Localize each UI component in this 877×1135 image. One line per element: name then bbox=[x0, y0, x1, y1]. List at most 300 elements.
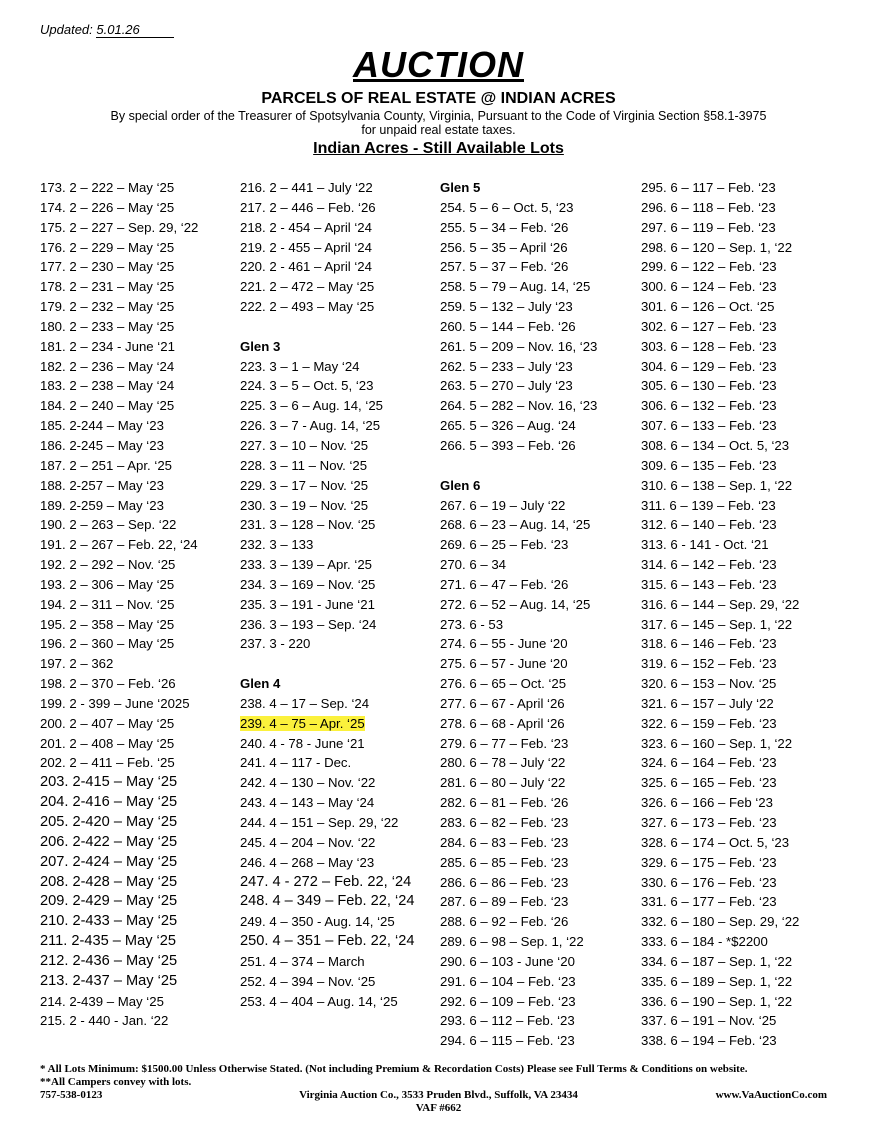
updated-stamp bbox=[40, 22, 174, 38]
lot-item bbox=[440, 853, 597, 873]
lot-item-text: 233. 3 – 139 – Apr. ‘25 bbox=[240, 557, 372, 573]
lot-item-text: 243. 4 – 143 – May ‘24 bbox=[240, 795, 375, 811]
lot-item bbox=[440, 496, 597, 516]
lot-item-text: 173. 2 – 222 – May ‘25 bbox=[40, 180, 175, 195]
lot-item bbox=[641, 357, 799, 377]
lot-item bbox=[641, 992, 799, 1012]
lot-item-text: 245. 4 – 204 – Nov. ‘22 bbox=[240, 834, 376, 850]
lot-item-text: 335. 6 – 189 – Sep. 1, ‘22 bbox=[641, 973, 793, 989]
lot-item-text: 268. 6 – 23 – Aug. 14, ‘25 bbox=[440, 517, 591, 533]
lot-item bbox=[40, 654, 198, 674]
lot-item-text: 190. 2 – 263 – Sep. ‘22 bbox=[40, 517, 177, 533]
lot-column-1 bbox=[40, 178, 198, 1031]
lot-item bbox=[440, 992, 597, 1012]
lot-item bbox=[641, 615, 799, 635]
lot-item bbox=[240, 793, 414, 813]
lot-item-text: 183. 2 – 238 – May ‘24 bbox=[40, 378, 175, 394]
lot-item-text: 256. 5 – 35 – April ‘26 bbox=[440, 239, 568, 255]
lot-item-text: 262. 5 – 233 – July ‘23 bbox=[440, 358, 573, 374]
lot-item bbox=[641, 912, 799, 932]
lot-item-text: 214. 2-439 – May ‘25 bbox=[40, 993, 164, 1009]
lot-item-text: 272. 6 – 52 – Aug. 14, ‘25 bbox=[440, 596, 591, 612]
lot-item bbox=[641, 952, 799, 972]
lot-item bbox=[240, 555, 414, 575]
lot-item bbox=[240, 535, 414, 555]
lot-item bbox=[40, 476, 198, 496]
spacer bbox=[440, 456, 597, 476]
lot-item bbox=[240, 932, 414, 952]
lot-item bbox=[40, 595, 198, 615]
lot-item-text: 215. 2 - 440 - Jan. ‘22 bbox=[40, 1013, 169, 1029]
lot-item-text: 337. 6 – 191 – Nov. ‘25 bbox=[641, 1013, 777, 1029]
lot-item-text: 225. 3 – 6 – Aug. 14, ‘25 bbox=[240, 398, 383, 414]
lot-item bbox=[440, 257, 597, 277]
lot-item bbox=[40, 773, 198, 793]
lot-item bbox=[440, 615, 597, 635]
lot-item bbox=[240, 734, 414, 754]
lot-item-text: 300. 6 – 124 – Feb. ‘23 bbox=[641, 279, 777, 295]
lot-item bbox=[240, 912, 414, 932]
lot-item bbox=[40, 535, 198, 555]
lot-item bbox=[240, 238, 414, 258]
lot-item-text: 208. 2-428 – May ‘25 bbox=[40, 873, 178, 890]
lot-item-text: 287. 6 – 89 – Feb. ‘23 bbox=[440, 894, 569, 910]
lot-item-text: 230. 3 – 19 – Nov. ‘25 bbox=[240, 497, 369, 513]
lot-item-text: 273. 6 - 53 bbox=[440, 616, 504, 632]
intro-line-2: for unpaid real estate taxes. bbox=[361, 123, 516, 137]
lot-item-text: 186. 2-245 – May ‘23 bbox=[40, 437, 164, 453]
lot-item bbox=[40, 714, 198, 734]
lot-item-text: 289. 6 – 98 – Sep. 1, ‘22 bbox=[440, 934, 584, 950]
lot-item-text: 324. 6 – 164 – Feb. ‘23 bbox=[641, 755, 777, 771]
lot-item-text: 265. 5 – 326 – Aug. ‘24 bbox=[440, 418, 576, 434]
spacer bbox=[240, 654, 414, 674]
lot-item-text: 209. 2-429 – May ‘25 bbox=[40, 893, 178, 910]
lot-item bbox=[240, 813, 414, 833]
lot-item bbox=[40, 992, 198, 1012]
lot-item bbox=[641, 198, 799, 218]
lot-item bbox=[40, 436, 198, 456]
lot-item bbox=[641, 396, 799, 416]
lot-column-3 bbox=[440, 178, 597, 1051]
lot-item-text: 222. 2 – 493 – May ‘25 bbox=[240, 299, 375, 315]
lot-item bbox=[240, 357, 414, 377]
lot-item-text: 277. 6 – 67 - April ‘26 bbox=[440, 695, 565, 711]
lot-item-text: 330. 6 – 176 – Feb. ‘23 bbox=[641, 874, 777, 890]
lot-item bbox=[440, 396, 597, 416]
glen-heading bbox=[240, 674, 414, 694]
lot-item bbox=[40, 198, 198, 218]
lot-item-text: 234. 3 – 169 – Nov. ‘25 bbox=[240, 576, 376, 592]
footnote-minimum: * All Lots Minimum: $1500.00 Unless Otherwise Stated. (Not including Premium & Recordation Costs) Please see Full Terms & Conditions on website. bbox=[40, 1063, 748, 1075]
lot-item bbox=[440, 813, 597, 833]
lot-item bbox=[440, 297, 597, 317]
lot-item bbox=[240, 396, 414, 416]
lot-item bbox=[440, 892, 597, 912]
lot-item bbox=[641, 873, 799, 893]
lot-item bbox=[440, 198, 597, 218]
lot-item-text: 253. 4 – 404 – Aug. 14, ‘25 bbox=[240, 993, 398, 1009]
lot-item-text: 331. 6 – 177 – Feb. ‘23 bbox=[641, 894, 777, 910]
lot-column-4 bbox=[641, 178, 799, 1051]
lot-item bbox=[440, 1011, 597, 1031]
lot-item bbox=[641, 496, 799, 516]
lot-item-text: 192. 2 – 292 – Nov. ‘25 bbox=[40, 557, 176, 573]
lot-item bbox=[240, 198, 414, 218]
lot-item bbox=[240, 257, 414, 277]
glen-heading bbox=[440, 476, 597, 496]
lot-item bbox=[641, 218, 799, 238]
lot-item-text: 188. 2-257 – May ‘23 bbox=[40, 477, 164, 493]
lot-item bbox=[440, 357, 597, 377]
lot-item-text: 202. 2 – 411 – Feb. ‘25 bbox=[40, 755, 175, 771]
lot-item bbox=[240, 753, 414, 773]
lot-item bbox=[40, 555, 198, 575]
lot-item-text: 224. 3 – 5 – Oct. 5, ‘23 bbox=[240, 378, 374, 394]
lot-item-text: 292. 6 – 109 – Feb. ‘23 bbox=[440, 993, 576, 1009]
page-title: AUCTION bbox=[353, 44, 524, 85]
lot-item-text: 250. 4 – 351 – Feb. 22, ‘24 bbox=[240, 933, 415, 950]
lot-item-text: 227. 3 – 10 – Nov. ‘25 bbox=[240, 437, 369, 453]
lot-item-text: 210. 2-433 – May ‘25 bbox=[40, 913, 178, 930]
lot-item-text: 242. 4 – 130 – Nov. ‘22 bbox=[240, 775, 376, 791]
lot-item-text: 185. 2-244 – May ‘23 bbox=[40, 418, 164, 434]
lot-item-text: 295. 6 – 117 – Feb. ‘23 bbox=[641, 180, 776, 195]
lot-item bbox=[40, 496, 198, 516]
lot-item bbox=[240, 992, 414, 1012]
lot-item bbox=[440, 714, 597, 734]
lot-item bbox=[40, 615, 198, 635]
lot-item bbox=[641, 1031, 799, 1051]
lot-item bbox=[641, 694, 799, 714]
lot-item bbox=[40, 178, 198, 198]
lot-item-text: 296. 6 – 118 – Feb. ‘23 bbox=[641, 199, 776, 215]
lot-item bbox=[440, 1031, 597, 1051]
lot-item-text: 229. 3 – 17 – Nov. ‘25 bbox=[240, 477, 369, 493]
lot-item bbox=[440, 416, 597, 436]
lot-item-text: 282. 6 – 81 – Feb. ‘26 bbox=[440, 795, 569, 811]
lot-item-text: 197. 2 – 362 bbox=[40, 656, 114, 672]
lot-item-text: 217. 2 – 446 – Feb. ‘26 bbox=[240, 199, 376, 215]
glen-heading-text: Glen 3 bbox=[240, 338, 281, 354]
lot-item bbox=[240, 952, 414, 972]
lot-item-text: 204. 2-416 – May ‘25 bbox=[40, 794, 178, 811]
lot-item bbox=[40, 674, 198, 694]
lot-item bbox=[641, 257, 799, 277]
lot-item bbox=[641, 773, 799, 793]
lot-item bbox=[240, 456, 414, 476]
lot-item bbox=[40, 416, 198, 436]
lot-item-text: 288. 6 – 92 – Feb. ‘26 bbox=[440, 914, 569, 930]
lot-item bbox=[40, 972, 198, 992]
lot-item bbox=[40, 238, 198, 258]
lot-item bbox=[440, 515, 597, 535]
lot-item-text: 235. 3 – 191 - June ‘21 bbox=[240, 596, 375, 612]
lot-item-text: 304. 6 – 129 – Feb. ‘23 bbox=[641, 358, 777, 374]
lot-item-text: 181. 2 – 234 - June ‘21 bbox=[40, 338, 175, 354]
lot-item-text: 260. 5 – 144 – Feb. ‘26 bbox=[440, 318, 576, 334]
lot-item bbox=[40, 1011, 198, 1031]
lot-item-text: 196. 2 – 360 – May ‘25 bbox=[40, 636, 175, 652]
lot-item bbox=[641, 932, 799, 952]
lot-item bbox=[40, 833, 198, 853]
lot-item-text: 182. 2 – 236 – May ‘24 bbox=[40, 358, 175, 374]
glen-heading-text: Glen 6 bbox=[440, 477, 481, 493]
lot-item-text: 294. 6 – 115 – Feb. ‘23 bbox=[440, 1033, 575, 1049]
lot-item bbox=[40, 515, 198, 535]
lot-item-text: 179. 2 – 232 – May ‘25 bbox=[40, 299, 175, 315]
lot-item-text: 198. 2 – 370 – Feb. ‘26 bbox=[40, 676, 176, 692]
lot-item bbox=[40, 357, 198, 377]
lot-item bbox=[641, 813, 799, 833]
lot-item-text: 299. 6 – 122 – Feb. ‘23 bbox=[641, 259, 777, 275]
lot-item bbox=[240, 615, 414, 635]
lot-item bbox=[240, 416, 414, 436]
lot-item-text: 248. 4 – 349 – Feb. 22, ‘24 bbox=[240, 893, 415, 910]
lot-item bbox=[641, 555, 799, 575]
lot-item-text: 238. 4 – 17 – Sep. ‘24 bbox=[240, 695, 370, 711]
lot-item-text: 328. 6 – 174 – Oct. 5, ‘23 bbox=[641, 834, 790, 850]
lot-item-text: 247. 4 - 272 – Feb. 22, ‘24 bbox=[240, 873, 412, 890]
lot-item bbox=[641, 238, 799, 258]
lot-item bbox=[641, 793, 799, 813]
lot-item-text: 267. 6 – 19 – July ‘22 bbox=[440, 497, 566, 513]
lot-item-text: 325. 6 – 165 – Feb. ‘23 bbox=[641, 775, 777, 791]
lot-item-text: 280. 6 – 78 – July ‘22 bbox=[440, 755, 566, 771]
lot-item bbox=[440, 575, 597, 595]
lot-item-text: 263. 5 – 270 – July ‘23 bbox=[440, 378, 573, 394]
lot-item-text: 201. 2 – 408 – May ‘25 bbox=[40, 735, 175, 751]
lot-item bbox=[240, 178, 414, 198]
lot-item bbox=[40, 694, 198, 714]
lot-item-text: 283. 6 – 82 – Feb. ‘23 bbox=[440, 815, 569, 830]
lot-item bbox=[40, 257, 198, 277]
lot-item-text: 191. 2 – 267 – Feb. 22, ‘24 bbox=[40, 537, 198, 553]
lot-item-text: 310. 6 – 138 – Sep. 1, ‘22 bbox=[641, 477, 793, 493]
lot-item bbox=[40, 873, 198, 893]
lot-item-text: 176. 2 – 229 – May ‘25 bbox=[40, 239, 175, 255]
lot-item-text: 315. 6 – 143 – Feb. ‘23 bbox=[641, 576, 777, 592]
lot-item bbox=[440, 535, 597, 555]
lot-item-text: 259. 5 – 132 – July ‘23 bbox=[440, 299, 573, 315]
lot-item-text: 251. 4 – 374 – March bbox=[240, 953, 365, 969]
lot-item bbox=[240, 218, 414, 238]
lot-item-text: 237. 3 - 220 bbox=[240, 636, 311, 652]
lot-item bbox=[240, 376, 414, 396]
lot-item bbox=[641, 476, 799, 496]
lot-item bbox=[240, 515, 414, 535]
lot-item-text: 232. 3 – 133 bbox=[240, 537, 314, 553]
lot-column-2 bbox=[240, 178, 414, 1011]
lot-item-text: 313. 6 - 141 - Oct. ‘21 bbox=[641, 537, 769, 553]
lot-item bbox=[40, 218, 198, 238]
lot-item bbox=[440, 277, 597, 297]
lot-item bbox=[240, 714, 414, 734]
lot-item-text: 316. 6 – 144 – Sep. 29, ‘22 bbox=[641, 596, 800, 612]
lot-item-text: 205. 2-420 – May ‘25 bbox=[40, 814, 178, 830]
lot-item-text: 290. 6 – 103 - June ‘20 bbox=[440, 953, 575, 969]
lot-item bbox=[440, 595, 597, 615]
lot-item-text: 241. 4 – 117 - Dec. bbox=[240, 755, 352, 771]
lot-item-text: 199. 2 - 399 – June ‘2025 bbox=[40, 695, 190, 711]
lot-item bbox=[240, 833, 414, 853]
lot-item-text: 338. 6 – 194 – Feb. ‘23 bbox=[641, 1033, 777, 1049]
lot-item bbox=[641, 297, 799, 317]
lot-item bbox=[440, 972, 597, 992]
lot-item bbox=[641, 575, 799, 595]
lot-item bbox=[40, 396, 198, 416]
footer-phone: 757-538-0123 bbox=[40, 1089, 103, 1101]
lot-item-text: 276. 6 – 65 – Oct. ‘25 bbox=[440, 676, 567, 692]
lot-item bbox=[240, 873, 414, 893]
lot-item bbox=[240, 634, 414, 654]
lot-item bbox=[440, 436, 597, 456]
lot-item-text: 244. 4 – 151 – Sep. 29, ‘22 bbox=[240, 815, 399, 830]
footnote-campers: **All Campers convey with lots. bbox=[40, 1076, 192, 1088]
lot-item bbox=[240, 436, 414, 456]
lot-item bbox=[40, 952, 198, 972]
lot-item-text: 211. 2-435 – May ‘25 bbox=[40, 933, 177, 950]
lot-item-text: 226. 3 – 7 - Aug. 14, ‘25 bbox=[240, 418, 381, 434]
lot-item-text: 236. 3 – 193 – Sep. ‘24 bbox=[240, 616, 377, 632]
lot-item-text: 258. 5 – 79 – Aug. 14, ‘25 bbox=[440, 279, 591, 295]
lot-item bbox=[40, 456, 198, 476]
lot-item bbox=[40, 813, 198, 833]
lot-item-text: 271. 6 – 47 – Feb. ‘26 bbox=[440, 576, 569, 592]
lot-item-text: 286. 6 – 86 – Feb. ‘23 bbox=[440, 874, 569, 890]
lot-item-text: 246. 4 – 268 – May ‘23 bbox=[240, 854, 375, 870]
lot-item bbox=[440, 793, 597, 813]
lot-item bbox=[440, 833, 597, 853]
lot-item-text: 297. 6 – 119 – Feb. ‘23 bbox=[641, 219, 776, 235]
lot-item bbox=[40, 317, 198, 337]
lot-item bbox=[40, 734, 198, 754]
lot-item-text: 194. 2 – 311 – Nov. ‘25 bbox=[40, 596, 175, 612]
lot-item bbox=[40, 793, 198, 813]
lot-item bbox=[641, 277, 799, 297]
lot-item bbox=[440, 932, 597, 952]
lot-item-text: 302. 6 – 127 – Feb. ‘23 bbox=[641, 318, 777, 334]
footer-vaf: VAF #662 bbox=[415, 1102, 462, 1114]
lot-item bbox=[641, 337, 799, 357]
lot-item-text: 213. 2-437 – May ‘25 bbox=[40, 972, 178, 989]
lot-item-text: 319. 6 – 152 – Feb. ‘23 bbox=[641, 656, 777, 672]
lot-item-text: 314. 6 – 142 – Feb. ‘23 bbox=[641, 557, 777, 573]
lot-item bbox=[440, 734, 597, 754]
lot-item-text: 180. 2 – 233 – May ‘25 bbox=[40, 318, 175, 334]
lot-item-text: 329. 6 – 175 – Feb. ‘23 bbox=[641, 854, 777, 870]
glen-heading bbox=[440, 178, 597, 198]
lot-item bbox=[440, 337, 597, 357]
updated-label: Updated: bbox=[40, 22, 93, 37]
lot-item bbox=[641, 674, 799, 694]
lot-item-text: 252. 4 – 394 – Nov. ‘25 bbox=[240, 973, 376, 989]
glen-heading bbox=[240, 337, 414, 357]
lot-item-text: 279. 6 – 77 – Feb. ‘23 bbox=[440, 735, 569, 751]
lot-item bbox=[240, 972, 414, 992]
lot-item-text: 306. 6 – 132 – Feb. ‘23 bbox=[641, 398, 777, 414]
lot-item bbox=[641, 317, 799, 337]
lot-item-text: 293. 6 – 112 – Feb. ‘23 bbox=[440, 1013, 575, 1029]
lot-item-text: 317. 6 – 145 – Sep. 1, ‘22 bbox=[641, 616, 793, 632]
lot-item bbox=[40, 376, 198, 396]
lot-item bbox=[240, 595, 414, 615]
lot-item-text: 220. 2 - 461 – April ‘24 bbox=[240, 259, 372, 275]
lot-item bbox=[40, 932, 198, 952]
lot-item-text: 307. 6 – 133 – Feb. ‘23 bbox=[641, 418, 777, 434]
lot-item-text: 333. 6 – 184 - *$2200 bbox=[641, 934, 768, 950]
lot-item-text: 275. 6 – 57 - June ‘20 bbox=[440, 656, 568, 672]
lot-item bbox=[440, 555, 597, 575]
lot-item-text: 336. 6 – 190 – Sep. 1, ‘22 bbox=[641, 993, 793, 1009]
lot-item-text: 216. 2 – 441 – July ‘22 bbox=[240, 180, 373, 195]
lot-item bbox=[641, 833, 799, 853]
lot-item bbox=[641, 376, 799, 396]
lot-item-text: 187. 2 – 251 – Apr. ‘25 bbox=[40, 457, 172, 473]
lot-item-text: 312. 6 – 140 – Feb. ‘23 bbox=[641, 517, 777, 533]
lot-item-text: 318. 6 – 146 – Feb. ‘23 bbox=[641, 636, 777, 652]
lot-item bbox=[40, 575, 198, 595]
lot-item-text: 320. 6 – 153 – Nov. ‘25 bbox=[641, 676, 777, 692]
lot-item-text: 308. 6 – 134 – Oct. 5, ‘23 bbox=[641, 437, 790, 453]
lot-item-text: 240. 4 - 78 - June ‘21 bbox=[240, 735, 365, 751]
lot-item-text: 309. 6 – 135 – Feb. ‘23 bbox=[641, 457, 777, 473]
lot-item-text: 311. 6 – 139 – Feb. ‘23 bbox=[641, 497, 776, 513]
lot-item bbox=[440, 634, 597, 654]
lot-item-text: 266. 5 – 393 – Feb. ‘26 bbox=[440, 437, 576, 453]
lot-item bbox=[641, 892, 799, 912]
lot-item bbox=[440, 674, 597, 694]
lot-item-text: 254. 5 – 6 – Oct. 5, ‘23 bbox=[440, 199, 574, 215]
lot-item-text: 322. 6 – 159 – Feb. ‘23 bbox=[641, 715, 777, 731]
lot-item-text: 264. 5 – 282 – Nov. 16, ‘23 bbox=[440, 398, 598, 414]
lot-item-text: 269. 6 – 25 – Feb. ‘23 bbox=[440, 537, 569, 553]
lot-item-text: 285. 6 – 85 – Feb. ‘23 bbox=[440, 854, 569, 870]
lot-item-text: 326. 6 – 166 – Feb ‘23 bbox=[641, 795, 773, 811]
lot-item bbox=[641, 595, 799, 615]
lot-item bbox=[641, 714, 799, 734]
lot-item-text: 218. 2 - 454 – April ‘24 bbox=[240, 219, 372, 235]
glen-heading-text: Glen 5 bbox=[440, 180, 481, 195]
lot-item bbox=[641, 634, 799, 654]
lot-item-text: 231. 3 – 128 – Nov. ‘25 bbox=[240, 517, 376, 533]
lot-item bbox=[240, 694, 414, 714]
lot-item-text: 249. 4 – 350 - Aug. 14, ‘25 bbox=[240, 914, 395, 930]
lot-item-text: 281. 6 – 80 – July ‘22 bbox=[440, 775, 566, 791]
footer-website: www.VaAuctionCo.com bbox=[715, 1089, 827, 1101]
lot-item-text: 219. 2 - 455 – April ‘24 bbox=[240, 239, 372, 255]
lot-item bbox=[440, 317, 597, 337]
lot-item-text: 212. 2-436 – May ‘25 bbox=[40, 952, 178, 969]
page-subtitle: PARCELS OF REAL ESTATE @ INDIAN ACRES bbox=[261, 90, 616, 107]
lot-item-text: 203. 2-415 – May ‘25 bbox=[40, 774, 178, 791]
lot-item-text: 270. 6 – 34 bbox=[440, 557, 506, 573]
lot-item-text: 221. 2 – 472 – May ‘25 bbox=[240, 279, 375, 295]
glen-heading-text: Glen 4 bbox=[240, 676, 281, 692]
lot-item bbox=[240, 496, 414, 516]
lot-item bbox=[40, 337, 198, 357]
lot-item-text: 177. 2 – 230 – May ‘25 bbox=[40, 259, 175, 275]
lot-item bbox=[40, 753, 198, 773]
lot-item-text: 174. 2 – 226 – May ‘25 bbox=[40, 199, 175, 215]
lot-item bbox=[440, 376, 597, 396]
lot-item-text: 301. 6 – 126 – Oct. ‘25 bbox=[641, 299, 775, 315]
lot-item bbox=[440, 218, 597, 238]
lot-item-text: 223. 3 – 1 – May ‘24 bbox=[240, 358, 360, 374]
footer-company: Virginia Auction Co., 3533 Pruden Blvd., Suffolk, VA 23434 bbox=[299, 1089, 578, 1101]
lot-item bbox=[641, 436, 799, 456]
lot-item bbox=[440, 912, 597, 932]
